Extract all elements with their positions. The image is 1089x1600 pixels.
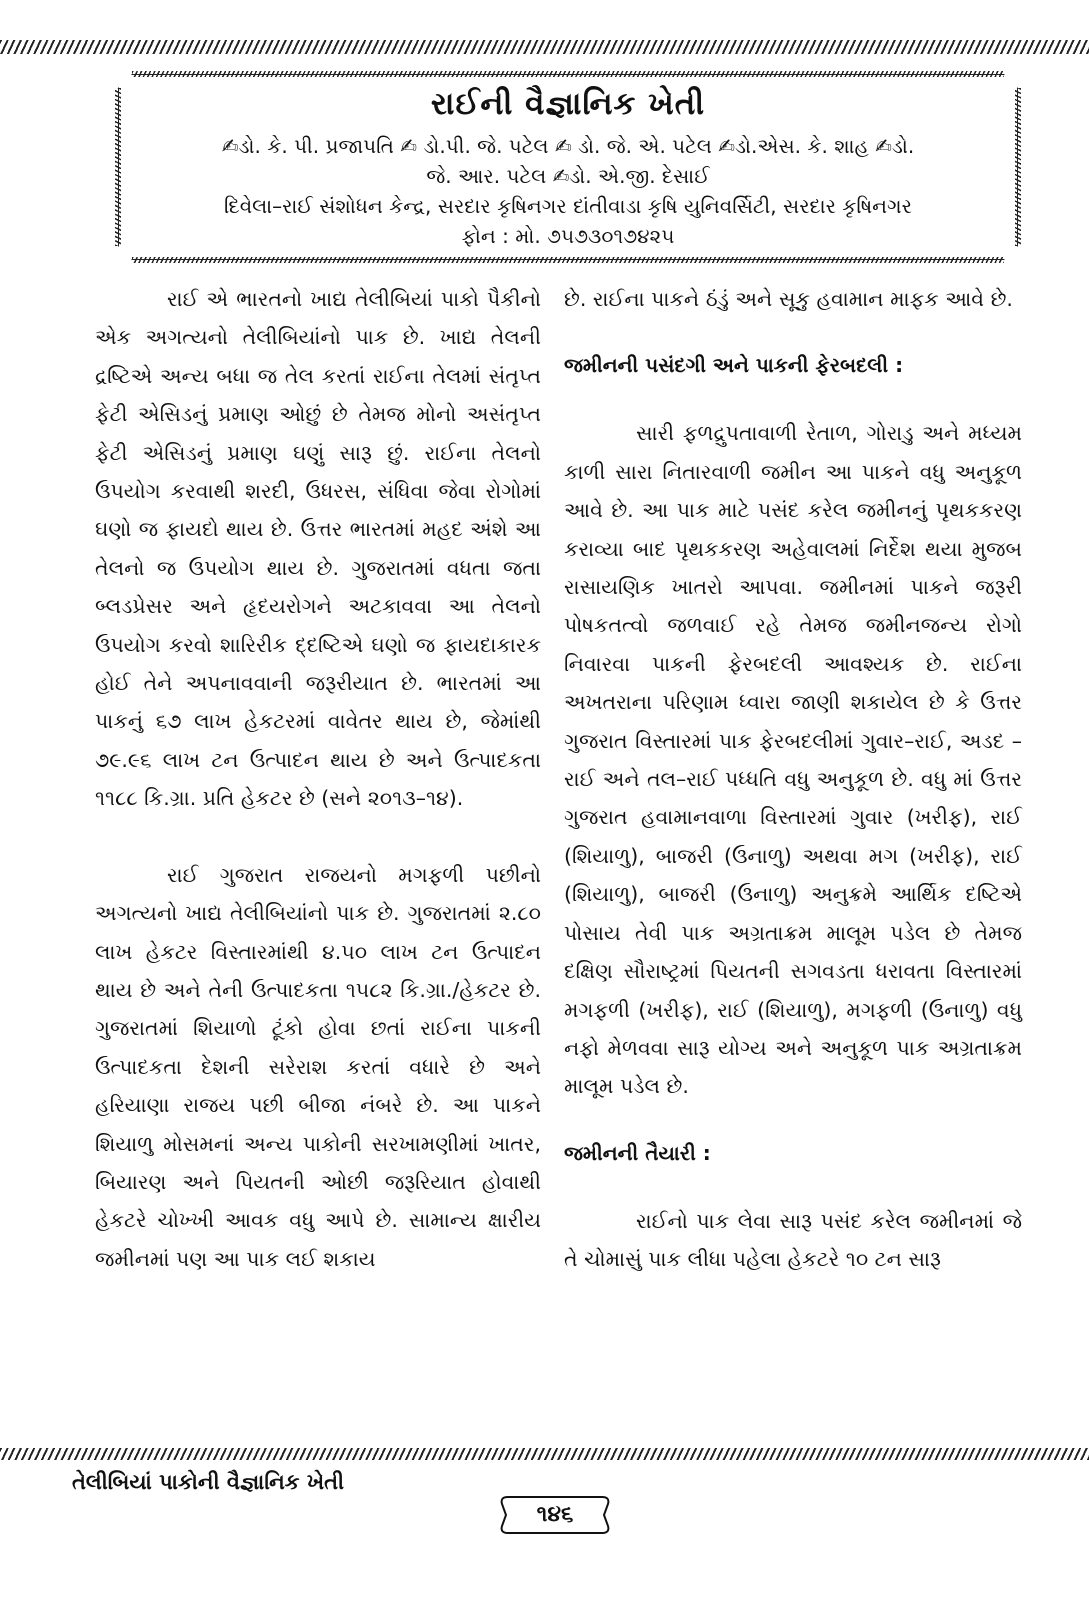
- phone-line: ફોન : મો. ૭૫૭૩૦૧૭૪૨૫: [461, 224, 675, 248]
- authors-line-1: ✍ડો. કે. પી. પ્રજાપતિ ✍ ડો.પી. જે. પટેલ ✍ ડો. જે. એ. પટેલ ✍ડો.એસ. કે. શાહ ✍ડો.: [221, 134, 915, 158]
- page-number-badge: [496, 1494, 614, 1536]
- left-column: [95, 280, 541, 1278]
- right-column: [564, 280, 1022, 1279]
- header-frame-zigzag-bottom: [132, 257, 1004, 263]
- paragraph: રાઈ ગુજરાત રાજયનો મગફળી પછીનો અગત્યનો ખાદ્ય તેલીબિયાંનો પાક છે. ગુજરાતમાં ૨.૮૦ લાખ હેકટર વિસ્તારમાંથી ૪.૫૦ લાખ ટન ઉત્પાદન થાય છે અને તેની ઉત્પાદકતા ૧૫૮૨ કિ.ગ્રા./હેકટર છે. ગુજરાતમાં શિયાળો ટૂંકો હોવા છતાં રાઈના પાકની ઉત્પાદકતા દેશની સરેરાશ કરતાં વધારે છે અને હરિયાણા રાજય પછી બીજા નંબરે છે. આ પાકને શિયાળુ મોસમનાં અન્ય પાકોની સરખામણીમાં ખાતર, બિયારણ અને પિયતની ઓછી જરૂરિયાત હોવાથી હેકટરે ચોખ્ખી આવક વધુ આપે છે. સામાન્ય ક્ષારીય જમીનમાં પણ આ પાક લઈ શકાય: [95, 862, 541, 1271]
- article-title: રાઈની વૈજ્ઞાનિક ખેતી: [430, 86, 706, 122]
- paragraph: રાઈનો પાક લેવા સારૂ પસંદ કરેલ જમીનમાં જે તે ચોમાસું પાક લીધા પહેલા હેકટરે ૧૦ ટન સારૂ: [564, 1208, 1022, 1272]
- page-number: ૧૪૬: [536, 1502, 574, 1527]
- paragraph: રાઈ એ ભારતનો ખાદ્ય તેલીબિયાં પાકો પૈકીનો એક અગત્યનો તેલીબિયાંનો પાક છે. ખાદ્ય તેલની દ્રષ્ટિએ અન્ય બધા જ તેલ કરતાં રાઈના તેલમાં સંતૃપ્ત ફેટી એસિડનું પ્રમાણ ઓછું છે તેમજ મોનો અસંતૃપ્ત ફેટી એસિડનું પ્રમાણ ઘણું સારૂ છું. રાઈના તેલનો ઉપયોગ કરવાથી શરદી, ઉધરસ, સંધિવા જેવા રોગોમાં ઘણો જ ફાયદો થાય છે. ઉત્તર ભારતમાં મહદ અંશે આ તેલનો જ ઉપયોગ થાય છે. ગુજરાતમાં વધતા જતા બ્લડપ્રેસર અને હૃદયરોગને અટકાવવા આ તેલનો ઉપયોગ કરવો શારિરીક દ્દષ્ટિએ ઘણો જ ફાયદાકારક હોઈ તેને અપનાવવાની જરૂરીયાત છે. ભારતમાં આ પાકનું ૬૭ લાખ હેકટરમાં વાવેતર થાય છે, જેમાંથી ૭૯.૯૬ લાખ ટન ઉત્પાદન થાય છે અને ઉત્પાદકતા ૧૧૮૮ કિ.ગ્રા. પ્રતિ હેકટર છે (સને ૨૦૧૩–૧૪).: [95, 287, 541, 811]
- section-heading: જમીનની પસંદગી અને પાકની ફેરબદલી :: [564, 353, 904, 378]
- article-header-box: [118, 74, 1018, 260]
- header-frame-zigzag-top: [132, 71, 1004, 77]
- institute-line: દિવેલા–રાઈ સંશોધન કેન્દ્ર, સરદાર કૃષિનગર દાંતીવાડા કૃષિ યુનિવર્સિટી, સરદાર કૃષિનગર: [224, 194, 912, 218]
- top-border-hatch: [0, 40, 1089, 54]
- authors-line-2: જે. આર. પટેલ ✍ડો. એ.જી. દેસાઈ: [426, 164, 710, 188]
- paragraph: સારી ફળદ્રુપતાવાળી રેતાળ, ગોરાડુ અને મધ્યમ કાળી સારા નિતારવાળી જમીન આ પાકને વધુ અનુકૂળ આવે છે. આ પાક માટે પસંદ કરેલ જમીનનું પૃથકકરણ કરાવ્યા બાદ પૃથકકરણ અહેવાલમાં નિર્દેશ થયા મુજબ રાસાયણિક ખાતરો આપવા. જમીનમાં પાકને જરૂરી પોષકતત્વો જળવાઈ રહે તેમજ જમીનજન્ય રોગો નિવારવા પાકની ફેરબદલી આવશ્યક છે. રાઈના અખતરાના પરિણામ ધ્વારા જાણી શકાયેલ છે કે ઉત્તર ગુજરાત વિસ્તારમાં પાક ફેરબદલીમાં ગુવાર–રાઈ, અડદ –રાઈ અને તલ–રાઈ પધ્ધતિ વધુ અનુકૂળ છે. વધુ માં ઉત્તર ગુજરાત હવામાનવાળા વિસ્તારમાં ગુવાર (ખરીફ), રાઈ (શિયાળુ), બાજરી (ઉનાળુ) અથવા મગ (ખરીફ), રાઈ (શિયાળુ), બાજરી (ઉનાળુ) અનુક્રમે આર્થિક દષ્ટિએ પોસાય તેવી પાક અગ્રતાક્રમ માલૂમ પડેલ છે તેમજ દક્ષિણ સૌરાષ્ટ્રમાં પિયતની સગવડતા ધરાવતા વિસ્તારમાં મગફળી (ખરીફ), રાઈ (શિયાળુ), મગફળી (ઉનાળુ) વધુ નફો મેળવવા સારૂ યોગ્ય અને અનુકૂળ પાક અગ્રતાક્રમ માલૂમ પડેલ છે.: [564, 421, 1022, 1099]
- book-title-footer: તેલીબિયાં પાકોની વૈજ્ઞાનિક ખેતી: [72, 1470, 345, 1494]
- footer-border-hatch: [0, 1448, 1089, 1460]
- section-heading: જમીનની તૈયારી :: [564, 1140, 711, 1165]
- paragraph: છે. રાઈના પાકને ઠંડું અને સૂકુ હવામાન માફક આવે છે.: [564, 287, 1013, 311]
